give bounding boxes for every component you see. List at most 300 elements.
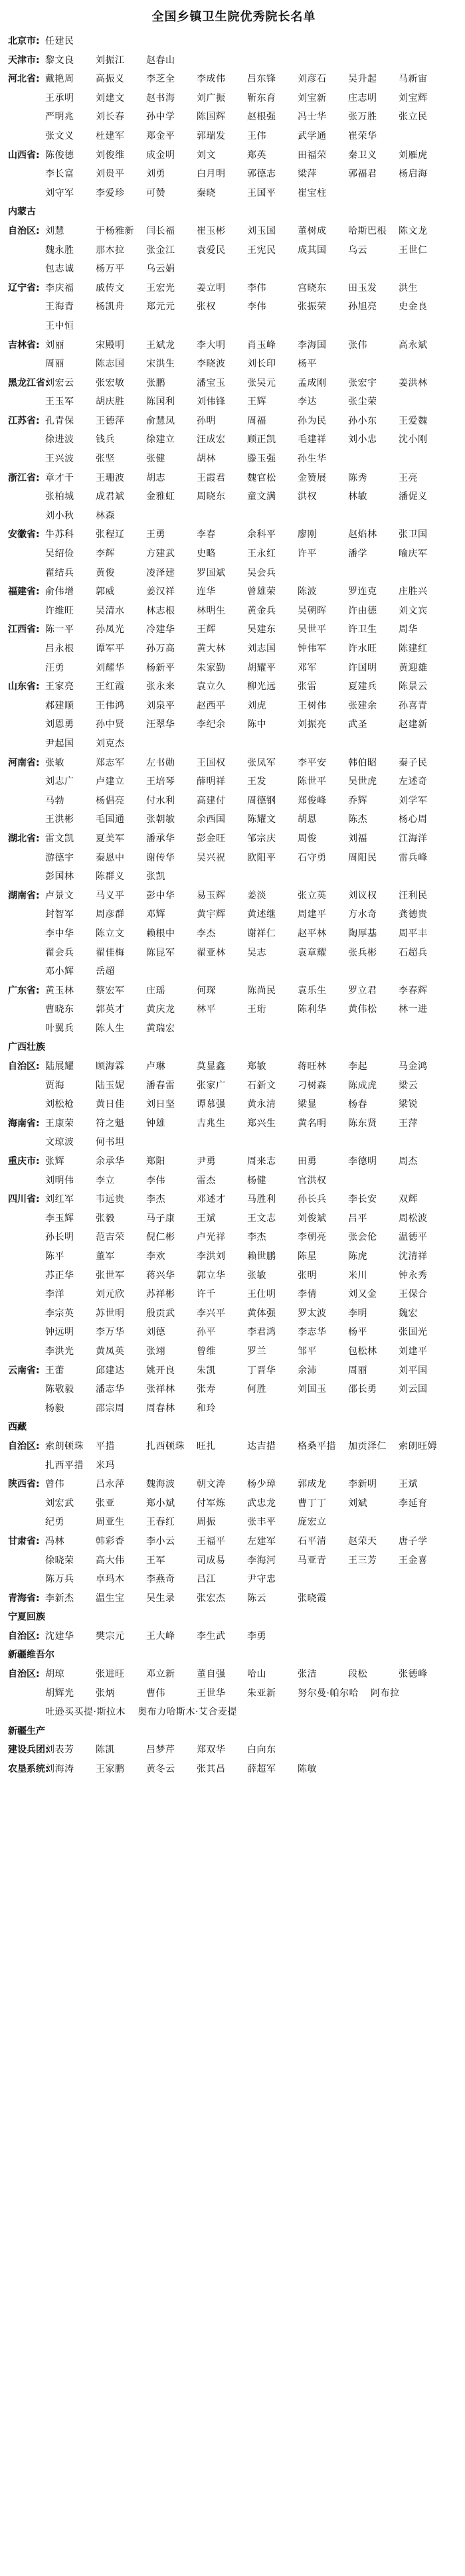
- director-name: 夏美军: [96, 833, 125, 844]
- director-name: 李杰: [197, 928, 216, 939]
- director-name: 刘表芳: [45, 1745, 74, 1756]
- director-name: 刘俊斌: [298, 1213, 327, 1224]
- director-name: 陈国利: [146, 396, 175, 408]
- director-name: 张建余: [348, 700, 377, 711]
- director-name: 吴升起: [348, 74, 377, 85]
- director-name: 官洪权: [298, 1175, 327, 1186]
- director-name: 卢景文: [45, 890, 74, 901]
- director-name: 纪勇: [45, 1517, 64, 1528]
- director-name: 达吉措: [247, 1440, 276, 1452]
- director-name: 陈俊德: [45, 149, 74, 161]
- director-name: 孙中贤: [96, 719, 125, 730]
- director-name: 翟亚林: [197, 947, 226, 958]
- region-row: [8, 146, 460, 203]
- director-name: 王发: [247, 776, 266, 788]
- director-name: 许由德: [348, 605, 377, 616]
- director-name: 李宗英: [45, 1308, 74, 1319]
- director-name: 沈建华: [45, 1630, 74, 1642]
- director-name: 刘耀华: [96, 662, 125, 673]
- director-name: 石守勇: [298, 852, 327, 863]
- director-name: 成其国: [298, 244, 327, 256]
- director-name: 周杰: [399, 1156, 418, 1167]
- director-name: 严明兆: [45, 112, 74, 123]
- director-name: 毛建祥: [298, 434, 327, 446]
- director-name: 王辉: [247, 396, 266, 408]
- director-name: 王三芳: [348, 1555, 377, 1566]
- director-name: 张祥林: [146, 1384, 175, 1395]
- region-name-list: [45, 1475, 460, 1532]
- director-name: 袁章耀: [298, 947, 327, 958]
- director-name: 郑兴生: [247, 1118, 276, 1129]
- director-name: 徐晓荣: [45, 1555, 74, 1566]
- director-name: 张晓霞: [298, 1592, 327, 1604]
- director-name: 许千: [197, 1289, 216, 1300]
- director-name: 卓玛木: [96, 1574, 125, 1585]
- director-name: 张寿: [197, 1384, 216, 1395]
- director-name: 王珊波: [96, 472, 125, 483]
- director-name: 李明: [348, 1308, 367, 1319]
- director-name: 邹平: [298, 1345, 317, 1357]
- director-name: 王培琴: [146, 776, 175, 788]
- region-row: [8, 829, 460, 887]
- director-name: 韦远贵: [96, 1194, 125, 1205]
- region-name-list: [45, 1114, 460, 1152]
- director-name: 姜汉祥: [146, 586, 175, 598]
- region-name-list: [45, 754, 460, 829]
- director-name: 高永斌: [399, 339, 428, 351]
- director-name: 刘俊维: [96, 149, 125, 161]
- director-name: 黄永清: [247, 1099, 276, 1110]
- director-name: 黄冬云: [146, 1764, 175, 1775]
- region-row: [8, 1665, 460, 1722]
- director-name: 刘志国: [247, 644, 276, 654]
- director-name: 牛苏科: [45, 529, 74, 541]
- director-name: 罗太波: [298, 1308, 327, 1319]
- director-name: 黄体强: [247, 1308, 276, 1319]
- director-name: 李杰: [247, 1232, 266, 1243]
- director-name: 邓小辉: [45, 966, 74, 978]
- director-name: 贾海: [45, 1080, 64, 1091]
- director-name: 江海洋: [399, 833, 428, 844]
- director-name: 王玉军: [45, 396, 74, 408]
- director-name: 和玲: [197, 1403, 216, 1414]
- director-name: 刘日坚: [146, 1099, 175, 1110]
- director-name: 潘春雷: [146, 1080, 175, 1091]
- director-name: 旺扎: [197, 1440, 216, 1452]
- director-name: 刘议权: [348, 890, 377, 901]
- director-name: 杨少璋: [247, 1479, 276, 1490]
- director-name: 马金鸿: [399, 1061, 428, 1073]
- region-row: [8, 412, 460, 469]
- director-name: 龚德贵: [399, 909, 428, 920]
- director-name: 陈秀: [348, 472, 367, 483]
- director-name: 唐子学: [399, 1535, 428, 1547]
- director-name: 朱凯: [197, 1365, 216, 1376]
- director-name: 王伟鸿: [96, 700, 125, 711]
- director-name: 李洪光: [45, 1345, 74, 1357]
- director-name: 孙中学: [146, 112, 175, 123]
- director-name: 任建民: [45, 36, 74, 46]
- director-name: 张翊: [146, 1345, 165, 1357]
- director-name: 付水利: [146, 795, 175, 806]
- director-name: 翟会兵: [45, 947, 74, 958]
- region-row: [8, 582, 460, 620]
- director-name: 刘又金: [348, 1289, 377, 1300]
- director-name: 赵建新: [399, 719, 428, 730]
- director-name: 孙小东: [348, 415, 377, 426]
- director-name: 张金江: [146, 244, 175, 256]
- region-name-list: [45, 1760, 460, 1779]
- director-name: 王文志: [247, 1213, 276, 1224]
- director-name: 靳东育: [247, 92, 276, 104]
- director-name: 奥布力哈斯木·艾合麦提: [137, 1707, 237, 1718]
- director-name: 郭瑞发: [197, 130, 226, 141]
- director-name: 钟远明: [45, 1327, 74, 1338]
- director-name: 黄伟松: [348, 1004, 377, 1015]
- region-label: 安徽省:: [8, 529, 40, 541]
- director-name: 王永红: [247, 549, 276, 560]
- director-name: 张卫国: [399, 529, 428, 541]
- director-name: 王中恒: [45, 320, 74, 331]
- region-name-list: [45, 1665, 460, 1722]
- director-name: 丁晋华: [247, 1365, 276, 1376]
- director-name: 李小云: [146, 1535, 175, 1547]
- director-name: 刘恩勇: [45, 719, 74, 730]
- region-label: 海南省:: [8, 1118, 40, 1129]
- region-row: [8, 1057, 460, 1114]
- director-name: 黄庆龙: [146, 1004, 175, 1015]
- director-name: 彭中华: [146, 890, 175, 901]
- region-row: [8, 1437, 460, 1475]
- director-name: 欧阳平: [247, 852, 276, 863]
- director-name: 曹丁丁: [298, 1498, 327, 1509]
- director-name: 王斌: [399, 1479, 418, 1490]
- director-name: 王德萍: [96, 415, 125, 426]
- director-name: 赖根中: [146, 928, 175, 939]
- director-name: 陆展耀: [45, 1061, 74, 1073]
- director-name: 殷贡武: [146, 1308, 175, 1319]
- director-name: 周阳民: [348, 852, 377, 863]
- director-name: 赵荣天: [348, 1535, 377, 1547]
- section-header: 内蒙古: [8, 207, 36, 218]
- director-name: 董树成: [298, 225, 327, 236]
- director-name: 张亚: [96, 1498, 115, 1509]
- director-name: 陈云: [247, 1592, 266, 1604]
- director-name: 李达: [298, 396, 317, 408]
- director-name: 倪仁彬: [146, 1232, 175, 1243]
- director-name: 金赞展: [298, 472, 327, 483]
- region-label: 重庆市:: [8, 1156, 40, 1167]
- section-header: 西藏: [8, 1422, 27, 1433]
- director-name: 王霞君: [197, 472, 226, 483]
- director-name: 米川: [348, 1270, 367, 1281]
- director-name: 韩彩香: [96, 1535, 125, 1547]
- director-name: 杨春: [348, 1099, 367, 1110]
- director-name: 杨毅: [45, 1403, 64, 1414]
- director-name: 陈文龙: [399, 225, 428, 236]
- director-name: 林明生: [197, 605, 226, 616]
- director-name: 余西国: [197, 814, 226, 825]
- director-name: 王宏光: [146, 282, 175, 294]
- director-name: 王树伟: [298, 700, 327, 711]
- director-name: 格桑平措: [298, 1440, 336, 1452]
- director-name: 陈万兵: [45, 1574, 74, 1585]
- director-name: 张明: [298, 1270, 317, 1281]
- director-name: 李君鸿: [247, 1327, 276, 1338]
- director-name: 王洪彬: [45, 814, 74, 825]
- director-name: 潘促义: [399, 491, 428, 503]
- region-row: [8, 754, 460, 829]
- director-name: 刘宏云: [45, 377, 74, 388]
- director-name: 彭金旺: [197, 833, 226, 844]
- region-row: [8, 677, 460, 753]
- director-name: 阿布拉: [370, 1687, 400, 1699]
- director-name: 石新文: [247, 1080, 276, 1091]
- director-name: 李春辉: [399, 985, 428, 996]
- director-name: 张世军: [96, 1270, 125, 1281]
- director-name: 郑敏: [247, 1061, 266, 1073]
- region-row: [8, 279, 460, 336]
- region-label: 浙江省:: [8, 472, 40, 483]
- director-name: 周俊: [298, 833, 317, 844]
- director-name: 刘福: [348, 833, 367, 844]
- director-name: 章才千: [45, 472, 74, 483]
- director-name: 汪翠华: [146, 719, 175, 730]
- director-name: 林森: [96, 510, 115, 521]
- director-name: 刘小忠: [348, 434, 377, 446]
- director-name: 庄瑶: [146, 985, 165, 996]
- director-name: 郑英: [247, 149, 266, 161]
- director-name: 陈波: [298, 586, 317, 598]
- director-name: 高振义: [96, 74, 125, 85]
- director-name: 吉兆生: [197, 1118, 226, 1129]
- director-name: 马勃: [45, 795, 64, 806]
- director-name: 曾维: [197, 1345, 216, 1357]
- director-name: 刘德: [146, 1327, 165, 1338]
- director-name: 郭威: [96, 586, 115, 598]
- director-name: 文琼波: [45, 1137, 74, 1148]
- director-name: 刘红军: [45, 1194, 74, 1205]
- region-name-list: [45, 1589, 460, 1608]
- director-name: 郭福君: [348, 169, 377, 180]
- director-name: 可赞: [146, 187, 165, 199]
- region-label: 自治区:: [8, 1440, 40, 1452]
- director-name: 王红霞: [96, 681, 125, 693]
- director-name: 马亚青: [298, 1555, 327, 1566]
- region-label: 自治区:: [8, 1669, 40, 1680]
- director-name: 陈昆军: [146, 947, 175, 958]
- director-name: 谭军平: [96, 644, 125, 654]
- director-name: 田福荣: [298, 149, 327, 161]
- director-name: 成君斌: [96, 491, 125, 503]
- director-name: 薛明祥: [197, 776, 226, 788]
- director-name: 张凯: [146, 871, 165, 883]
- director-name: 段松: [348, 1669, 367, 1680]
- region-row: [8, 1114, 460, 1152]
- region-name-list: [45, 336, 460, 374]
- director-name: 黄述继: [247, 909, 276, 920]
- region-label: 北京市:: [8, 36, 40, 46]
- director-name: 刘学军: [399, 795, 428, 806]
- director-name: 刘文: [197, 149, 216, 161]
- director-name: 宫晓东: [298, 282, 327, 294]
- director-name: 张朝敏: [146, 814, 175, 825]
- director-name: 李勇: [247, 1630, 266, 1642]
- director-name: 尹勇: [197, 1156, 216, 1167]
- director-name: 戴艳周: [45, 74, 74, 85]
- director-name: 秦卫义: [348, 149, 377, 161]
- director-name: 陈耀文: [247, 814, 276, 825]
- director-name: 胡耀平: [247, 662, 276, 673]
- director-name: 刘小秋: [45, 510, 74, 521]
- director-name: 杨万平: [96, 264, 125, 275]
- name-list: [8, 32, 460, 1779]
- director-name: 王珩: [247, 1004, 266, 1015]
- director-name: 魏官松: [247, 472, 276, 483]
- director-name: 索朗顿珠: [45, 1440, 84, 1452]
- director-name: 崔荣华: [348, 130, 377, 141]
- region-name-list: [45, 1741, 460, 1760]
- region-name-list: [45, 412, 460, 469]
- director-name: 刘慧: [45, 225, 64, 236]
- director-name: 汪利民: [399, 890, 428, 901]
- director-name: 俞伟增: [45, 586, 74, 598]
- director-name: 白月明: [197, 169, 226, 180]
- director-name: 李爱珍: [96, 187, 125, 199]
- director-name: 刘振亮: [298, 719, 327, 730]
- director-name: 周春林: [146, 1403, 175, 1414]
- director-name: 李海河: [247, 1555, 276, 1566]
- region-label: 福建省:: [8, 586, 40, 598]
- director-name: 双辉: [399, 1194, 418, 1205]
- director-name: 王仕明: [247, 1289, 276, 1300]
- director-name: 李芝全: [146, 74, 175, 85]
- director-name: 刘振江: [96, 54, 125, 66]
- director-name: 郝建顺: [45, 700, 74, 711]
- director-name: 汪勇: [45, 662, 64, 673]
- region-row: [8, 1532, 460, 1589]
- director-name: 张家广: [197, 1080, 226, 1091]
- director-name: 周彦群: [96, 909, 125, 920]
- director-name: 张立民: [399, 112, 428, 123]
- director-name: 翟佳梅: [96, 947, 125, 958]
- director-name: 李晓波: [197, 359, 226, 370]
- director-name: 姚开良: [146, 1365, 175, 1376]
- director-name: 郑元元: [146, 301, 175, 313]
- director-name: 郑志军: [96, 757, 125, 768]
- region-label: 山西省:: [8, 149, 40, 161]
- region-label: 甘肃省:: [8, 1535, 40, 1547]
- director-name: 刘宝新: [298, 92, 327, 104]
- director-name: 李德明: [348, 1156, 377, 1167]
- director-name: 王国平: [247, 187, 276, 199]
- director-name: 林志根: [146, 605, 175, 616]
- director-name: 尹守忠: [247, 1574, 276, 1585]
- director-name: 卢光祥: [197, 1232, 226, 1243]
- director-name: 崔玉彬: [197, 225, 226, 236]
- director-name: 周福: [247, 415, 266, 426]
- director-name: 徐建立: [146, 434, 175, 446]
- director-name: 林敏: [348, 491, 367, 503]
- director-name: 李伟: [146, 1175, 165, 1186]
- director-name: 方建武: [146, 549, 175, 560]
- director-name: 周建平: [298, 909, 327, 920]
- director-name: 李伟: [247, 301, 266, 313]
- director-name: 张宏宇: [348, 377, 377, 388]
- director-name: 扎西顿珠: [146, 1440, 185, 1452]
- director-name: 李起: [348, 1061, 367, 1073]
- director-name: 董军: [96, 1251, 115, 1262]
- director-name: 刘勇: [146, 169, 165, 180]
- director-name: 张宏敏: [96, 377, 125, 388]
- director-name: 李生武: [197, 1630, 226, 1642]
- director-name: 黄大林: [197, 644, 226, 654]
- director-name: 王宪民: [247, 244, 276, 256]
- director-name: 刘守军: [45, 187, 74, 199]
- director-name: 姜立明: [197, 282, 226, 294]
- director-name: 李兴平: [197, 1308, 226, 1319]
- director-name: 朝文涛: [197, 1479, 226, 1490]
- region-name-list: [45, 1152, 460, 1190]
- director-name: 孙旭亮: [348, 301, 377, 313]
- director-name: 李成伟: [197, 74, 226, 85]
- director-name: 罗兰: [247, 1345, 266, 1357]
- director-name: 马新宙: [399, 74, 428, 85]
- director-name: 张会伦: [348, 1232, 377, 1243]
- director-name: 武圣: [348, 719, 367, 730]
- director-name: 王春红: [146, 1517, 175, 1528]
- region-name-list: [45, 887, 460, 982]
- director-name: 黄瑞宏: [146, 1023, 175, 1034]
- director-name: 陈人生: [96, 1023, 125, 1034]
- director-name: 刘平国: [399, 1365, 428, 1376]
- director-name: 刘松枪: [45, 1099, 74, 1110]
- region-row: [8, 469, 460, 526]
- director-name: 梁云: [399, 1080, 418, 1091]
- director-name: 雷杰: [197, 1175, 216, 1186]
- region-label: 湖北省:: [8, 833, 40, 844]
- director-name: 许国明: [348, 662, 377, 673]
- director-name: 杨凯舟: [96, 301, 125, 313]
- director-name: 胡庆胜: [96, 396, 125, 408]
- director-name: 黄玉林: [45, 985, 74, 996]
- director-name: 乌云: [348, 244, 367, 256]
- director-name: 张毅: [96, 1213, 115, 1224]
- director-name: 吴会兵: [247, 567, 276, 578]
- director-name: 张其昌: [197, 1764, 226, 1775]
- director-name: 王辉: [197, 624, 216, 636]
- director-name: 黄名明: [298, 1118, 327, 1129]
- director-name: 汪成宏: [197, 434, 226, 446]
- director-name: 胡琼: [45, 1669, 64, 1680]
- director-name: 刘彦石: [298, 74, 327, 85]
- director-name: 马胜利: [247, 1194, 276, 1205]
- director-name: 石平清: [298, 1535, 327, 1547]
- director-name: 刘元欣: [96, 1289, 125, 1300]
- director-name: 李春: [197, 529, 216, 541]
- director-name: 易玉辉: [197, 890, 226, 901]
- director-name: 宋洪生: [146, 359, 175, 370]
- director-name: 苏世明: [96, 1308, 125, 1319]
- director-name: 张宏杰: [197, 1592, 226, 1604]
- director-name: 郑俊峰: [298, 795, 327, 806]
- director-name: 钟伟军: [298, 644, 327, 654]
- region-row: [8, 51, 460, 70]
- director-name: 王世华: [197, 1687, 226, 1699]
- director-name: 吴志: [247, 947, 266, 958]
- director-name: 王家亮: [45, 681, 74, 693]
- director-name: 赵平林: [298, 928, 327, 939]
